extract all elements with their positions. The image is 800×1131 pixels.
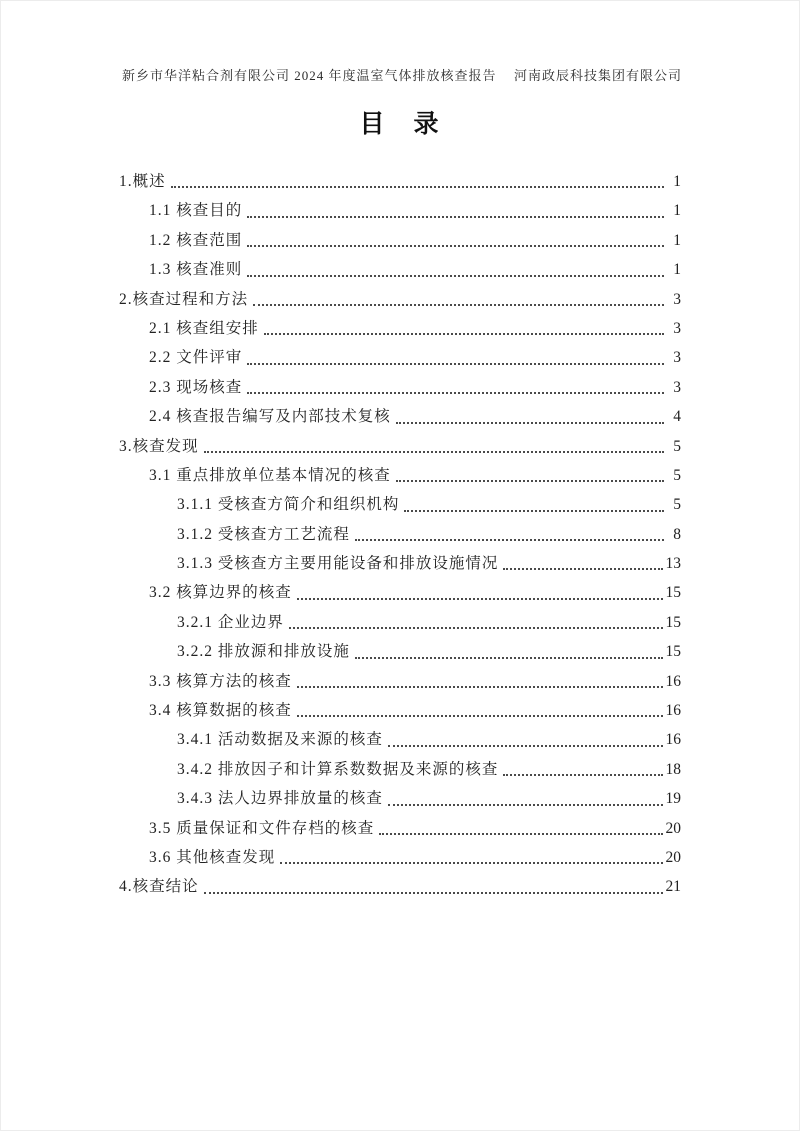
toc-entry-label: 1.2 核查范围 [149,231,243,249]
toc-entry[interactable] [119,285,681,314]
toc-entry-label: 3.4.3 法人边界排放量的核查 [177,790,383,808]
toc-dot-leader [171,167,664,188]
toc-dot-leader [204,872,663,893]
toc-dot-leader [247,196,664,217]
toc-entry-label: 2.核查过程和方法 [119,290,249,308]
toc-dot-leader [289,608,663,629]
toc-page-number: 20 [665,819,681,837]
toc-dot-leader [253,285,664,306]
toc-page-number: 20 [665,848,681,866]
toc-dot-leader [204,432,664,453]
toc-entry[interactable] [119,637,681,666]
toc-dot-leader [297,696,663,717]
toc-dot-leader [280,843,662,864]
toc-entry[interactable] [119,696,681,725]
toc-title: 目 录 [359,111,441,138]
toc-page-number: 3 [673,378,681,396]
toc-entry-label: 3.4.2 排放因子和计算系数数据及来源的核查 [177,760,499,778]
toc-entry[interactable] [119,461,681,490]
toc-entry-label: 2.2 文件评审 [149,349,243,367]
toc-entry-label: 3.4 核算数据的核查 [149,702,292,720]
toc-page-number: 15 [665,584,681,602]
toc-entry[interactable] [119,608,681,637]
header-report-title: 新乡市华洋粘合剂有限公司 2024 年度温室气体排放核查报告 [122,68,497,83]
toc-entry-label: 1.1 核查目的 [149,202,243,220]
toc-dot-leader [297,578,663,599]
toc-dot-leader [247,373,664,394]
toc-entry[interactable] [119,167,681,196]
toc-entry-label: 3.5 质量保证和文件存档的核查 [149,819,375,837]
toc-entry-label: 3.核查发现 [119,437,199,455]
toc-entry-label: 3.1 重点排放单位基本情况的核查 [149,466,391,484]
toc-page-number: 21 [665,878,681,896]
toc-page-number: 1 [673,231,681,249]
toc-page-number: 3 [673,349,681,367]
toc-entry[interactable] [119,784,681,813]
toc-entry[interactable] [119,490,681,519]
toc-dot-leader [247,343,664,364]
toc-entry-label: 2.4 核查报告编写及内部技术复核 [149,408,391,426]
toc-entry[interactable] [119,872,681,901]
toc-entry[interactable] [119,520,681,549]
toc-page-number: 1 [673,261,681,279]
toc-page-number: 16 [665,731,681,749]
toc-dot-leader [379,814,662,835]
toc-page-number: 5 [673,496,681,514]
toc-entry[interactable] [119,755,681,784]
toc-dot-leader [297,667,663,688]
toc-dot-leader [388,725,663,746]
toc-entry[interactable] [119,255,681,284]
toc-entry-label: 2.1 核查组安排 [149,319,259,337]
toc-dot-leader [396,402,664,423]
toc-page-number: 3 [673,290,681,308]
page-header [122,65,682,84]
toc-page-number: 19 [665,790,681,808]
toc-entry-label: 3.2.1 企业边界 [177,613,284,631]
toc-page-number: 15 [665,643,681,661]
toc-dot-leader [355,637,663,658]
toc-entry[interactable] [119,432,681,461]
toc-page-number: 15 [665,613,681,631]
toc-page-number: 1 [673,202,681,220]
toc-entry-label: 1.3 核查准则 [149,261,243,279]
toc-dot-leader [503,755,662,776]
toc-page-number: 13 [665,555,681,573]
toc-dot-leader [247,255,664,276]
toc-dot-leader [404,490,664,511]
toc-entry-label: 3.2 核算边界的核查 [149,584,292,602]
toc-entry-label: 2.3 现场核查 [149,378,243,396]
toc-entry-label: 3.1.3 受核查方主要用能设备和排放设施情况 [177,555,499,573]
toc-entry[interactable] [119,402,681,431]
toc-page-number: 1 [673,173,681,190]
toc-page-number: 16 [665,672,681,690]
toc-page-number: 16 [665,702,681,720]
toc-page-number: 5 [673,466,681,484]
toc-page-number: 3 [673,319,681,337]
toc-dot-leader [264,314,664,335]
toc-entry[interactable] [119,373,681,402]
toc-entry-label: 3.1.2 受核查方工艺流程 [177,525,350,543]
toc-dot-leader [396,461,664,482]
toc-entry[interactable] [119,226,681,255]
toc-entry[interactable] [119,578,681,607]
header-company-name: 河南政辰科技集团有限公司 [513,68,682,83]
toc-dot-leader [247,226,664,247]
toc-entry-label: 3.6 其他核查发现 [149,848,276,866]
toc-entry-label: 3.4.1 活动数据及来源的核查 [177,731,383,749]
toc-entry-label: 3.1.1 受核查方简介和组织机构 [177,496,400,514]
toc-page-number: 5 [673,437,681,455]
toc-dot-leader [355,520,664,541]
toc-entry-label: 3.3 核算方法的核查 [149,672,292,690]
toc-entry-label: 3.2.2 排放源和排放设施 [177,643,350,661]
toc-entry-label: 1.概述 [119,173,166,190]
toc-page-number: 18 [665,760,681,778]
toc-entry[interactable] [119,667,681,696]
toc-entry[interactable] [119,549,681,578]
toc-entry[interactable] [119,314,681,343]
toc-entry[interactable] [119,843,681,872]
toc-entry[interactable] [119,725,681,754]
toc-entry[interactable] [119,196,681,225]
toc-list [119,167,681,902]
toc-entry-label: 4.核查结论 [119,878,199,896]
toc-page-number: 4 [673,408,681,426]
toc-entry[interactable] [119,814,681,843]
toc-dot-leader [388,784,663,805]
toc-page-number: 8 [673,525,681,543]
toc-entry[interactable] [119,343,681,372]
toc-dot-leader [503,549,662,570]
